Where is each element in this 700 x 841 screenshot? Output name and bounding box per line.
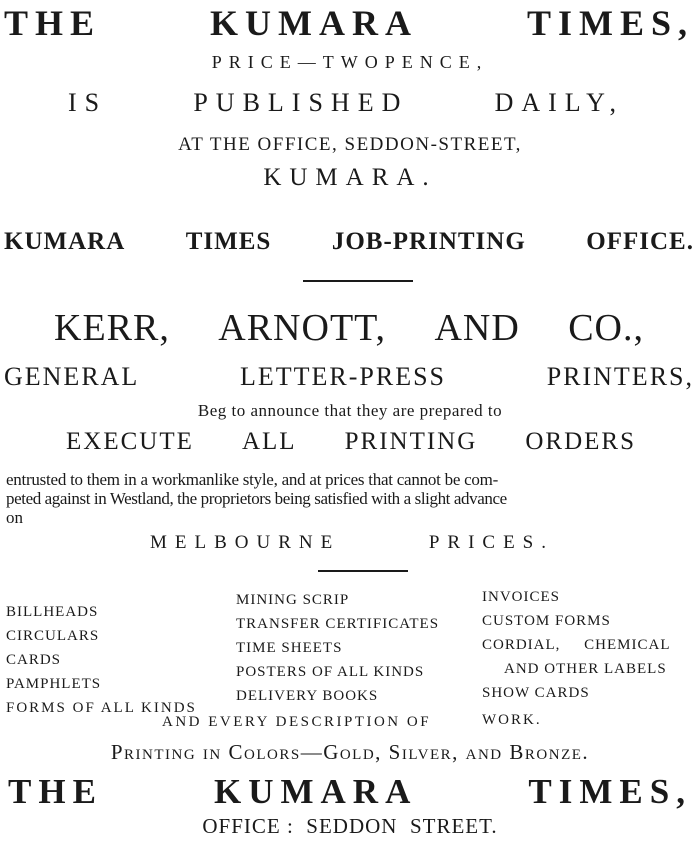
body-line-2: peted against in Westland, the proprietors being satisfied with a slight advance [6, 489, 507, 508]
list-item: TIME SHEETS [236, 640, 343, 656]
list-item: AND OTHER LABELS [504, 661, 667, 677]
masthead-word-the: THE [4, 3, 102, 43]
body-paragraph [6, 470, 696, 527]
list-item: PAMPHLETS [6, 676, 102, 692]
execute-word-printing: PRINTING [344, 428, 478, 455]
services-list-col-3 [482, 585, 696, 705]
job-word-office: OFFICE. [586, 228, 694, 255]
masthead-word-times: TIMES, [526, 3, 694, 43]
trade-word-general: GENERAL [4, 362, 140, 391]
list-item: CORDIAL, CHEMICAL [482, 637, 671, 653]
published-word-published: PUBLISHED [193, 88, 409, 117]
list-item: TRANSFER CERTIFICATES [236, 616, 440, 632]
published-word-daily: DAILY, [494, 88, 624, 117]
firm-name [54, 306, 644, 350]
body-line-1: entrusted to them in a workmanlike style, and at prices that cannot be com- [6, 470, 499, 489]
melbourne-prices-line [150, 532, 554, 554]
job-word-times: TIMES [185, 228, 272, 255]
office-address-line: AT THE OFFICE, SEDDON-STREET, [178, 134, 522, 155]
list-item: BILLHEADS [6, 604, 99, 620]
firm-word-kerr: KERR, [54, 307, 170, 349]
list-item: CARDS [6, 652, 62, 668]
list-item: CUSTOM FORMS [482, 613, 611, 629]
firm-word-and: AND [434, 307, 520, 349]
masthead-bottom-word-the: THE [8, 772, 103, 811]
list-item: POSTERS OF ALL KINDS [236, 664, 425, 680]
job-word-job-printing: JOB-PRINTING [331, 228, 526, 255]
list-item: INVOICES [482, 589, 560, 605]
job-word-kumara: KUMARA [4, 228, 126, 255]
list-item: CIRCULARS [6, 628, 100, 644]
list-item: SHOW CARDS [482, 685, 590, 701]
trade-word-letter-press: LETTER-PRESS [240, 362, 447, 391]
published-word-is: IS [68, 88, 108, 117]
melbourne-word: MELBOURNE [150, 532, 341, 553]
execute-word-orders: ORDERS [525, 428, 636, 455]
colors-line: Printing in Colors—Gold, Silver, and Bronze. [110, 740, 590, 764]
execute-word-execute: EXECUTE [66, 428, 194, 455]
trade-line [4, 362, 694, 392]
office-bottom-line: OFFICE : SEDDON STREET. [202, 814, 498, 838]
price-line: PRICE—TWOPENCE, [211, 52, 489, 72]
trade-word-printers: PRINTERS, [546, 362, 694, 391]
masthead-top [4, 2, 694, 44]
divider-rule-2 [318, 570, 408, 572]
announce-line: Beg to announce that they are prepared to [197, 401, 503, 420]
masthead-bottom-word-kumara: KUMARA [213, 772, 418, 811]
prices-word: PRICES. [428, 532, 554, 553]
firm-word-arnott: ARNOTT, [218, 307, 387, 349]
services-list-col-2 [236, 588, 439, 708]
masthead-bottom-word-times: TIMES, [528, 772, 692, 811]
list-item: MINING SCRIP [236, 592, 350, 608]
work-word: WORK. [482, 712, 542, 728]
services-list-col-1 [6, 594, 197, 720]
published-line [68, 88, 624, 118]
town-line: KUMARA. [263, 164, 437, 191]
firm-word-co: CO., [568, 307, 644, 349]
every-description-line: AND EVERY DESCRIPTION OF [162, 714, 432, 730]
body-line-3: on [6, 508, 23, 527]
masthead-bottom [8, 772, 692, 812]
execute-word-all: ALL [241, 428, 297, 455]
masthead-word-kumara: KUMARA [210, 3, 418, 43]
list-item: FORMS OF ALL KINDS [6, 700, 197, 716]
list-item: DELIVERY BOOKS [236, 688, 379, 704]
job-printing-heading [4, 228, 694, 256]
execute-line [66, 428, 636, 456]
divider-rule-1 [303, 280, 413, 282]
